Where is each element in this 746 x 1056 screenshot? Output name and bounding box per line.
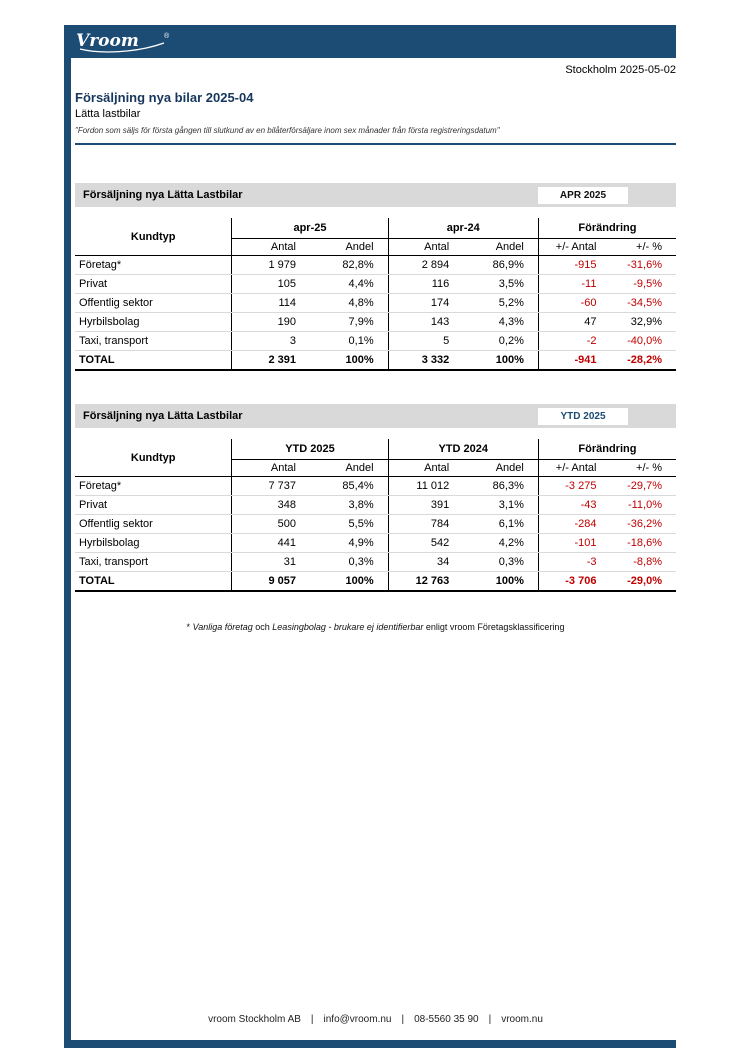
- row-label: Offentlig sektor: [75, 294, 232, 313]
- cell: 12 763: [388, 572, 463, 592]
- cell: 542: [388, 534, 463, 553]
- kundtyp-header: Kundtyp: [75, 439, 232, 477]
- row-label: Offentlig sektor: [75, 515, 232, 534]
- cell: -18,6%: [610, 534, 676, 553]
- cell: 143: [388, 313, 463, 332]
- column-group-header: YTD 2024: [388, 439, 538, 460]
- header-bar: [64, 25, 676, 58]
- table-row: [75, 534, 676, 553]
- row-label: Företag*: [75, 477, 232, 496]
- row-label: Privat: [75, 275, 232, 294]
- column-subheader: Antal: [232, 460, 310, 477]
- row-label: Hyrbilsbolag: [75, 313, 232, 332]
- total-row: [75, 572, 676, 592]
- date-line: Stockholm 2025-05-02: [565, 64, 676, 76]
- table-head: [75, 439, 676, 477]
- cell: 3,8%: [310, 496, 388, 515]
- footnote-segment: Leasingbolag - brukare ej identifierbar: [272, 622, 424, 632]
- cell: 5,2%: [463, 294, 538, 313]
- content-area: [75, 58, 676, 632]
- cell: 6,1%: [463, 515, 538, 534]
- cell: 4,4%: [310, 275, 388, 294]
- cell: 100%: [310, 351, 388, 371]
- cell: 0,1%: [310, 332, 388, 351]
- section-title: Försäljning nya Lätta Lastbilar: [83, 189, 243, 201]
- footer-separator: |: [401, 1014, 405, 1025]
- page-subtitle: Lätta lastbilar: [75, 108, 141, 120]
- cell: 3,1%: [463, 496, 538, 515]
- sales-table-ytd: [75, 439, 676, 592]
- table-body: [75, 256, 676, 371]
- column-subheader: +/- %: [610, 239, 676, 256]
- cell: 100%: [463, 351, 538, 371]
- cell: 500: [232, 515, 310, 534]
- divider-rule: [75, 143, 676, 145]
- column-subheader: +/- %: [610, 460, 676, 477]
- cell: -9,5%: [610, 275, 676, 294]
- footnote-segment: *: [186, 622, 193, 632]
- cell: 114: [232, 294, 310, 313]
- footnote-segment: och: [252, 622, 273, 632]
- column-group-header: Förändring: [538, 218, 676, 239]
- column-group-header: apr-24: [388, 218, 538, 239]
- cell: 5,5%: [310, 515, 388, 534]
- table-body: [75, 477, 676, 592]
- cell: -28,2%: [610, 351, 676, 371]
- table-row: [75, 477, 676, 496]
- cell: 4,9%: [310, 534, 388, 553]
- cell: -8,8%: [610, 553, 676, 572]
- cell: -915: [538, 256, 610, 275]
- cell: 3,5%: [463, 275, 538, 294]
- cell: -40,0%: [610, 332, 676, 351]
- sales-table-apr: [75, 218, 676, 371]
- cell: 9 057: [232, 572, 310, 592]
- cell: -101: [538, 534, 610, 553]
- cell: -29,7%: [610, 477, 676, 496]
- header-group-row: [75, 218, 676, 239]
- column-subheader: Andel: [463, 460, 538, 477]
- cell: 4,2%: [463, 534, 538, 553]
- footnote-segment: enligt vroom Företagsklassificering: [423, 622, 565, 632]
- cell: -29,0%: [610, 572, 676, 592]
- cell: 47: [538, 313, 610, 332]
- cell: 2 391: [232, 351, 310, 371]
- page-title: Försäljning nya bilar 2025-04: [75, 90, 254, 105]
- table-row: [75, 496, 676, 515]
- total-label: TOTAL: [75, 351, 232, 371]
- footer-item: vroom Stockholm AB: [208, 1014, 301, 1025]
- cell: 82,8%: [310, 256, 388, 275]
- bottom-accent-bar: [64, 1040, 676, 1048]
- cell: 100%: [310, 572, 388, 592]
- table-head: [75, 218, 676, 256]
- row-label: Taxi, transport: [75, 553, 232, 572]
- cell: 1 979: [232, 256, 310, 275]
- cell: 7 737: [232, 477, 310, 496]
- cell: 100%: [463, 572, 538, 592]
- table-row: [75, 256, 676, 275]
- footnote: [75, 622, 676, 632]
- cell: 85,4%: [310, 477, 388, 496]
- column-group-header: YTD 2025: [232, 439, 388, 460]
- column-subheader: Antal: [232, 239, 310, 256]
- definition-quote: "Fordon som säljs för första gången till slutkund av en bilåterförsäljare inom sex månader från första registreringsdatum": [75, 126, 500, 135]
- total-label: TOTAL: [75, 572, 232, 592]
- section-header-ytd: [75, 404, 676, 428]
- column-subheader: +/- Antal: [538, 460, 610, 477]
- row-label: Taxi, transport: [75, 332, 232, 351]
- cell: 3: [232, 332, 310, 351]
- footnote-segment: Vanliga företag: [192, 622, 253, 632]
- cell: 86,9%: [463, 256, 538, 275]
- footer-item: info@vroom.nu: [323, 1014, 392, 1025]
- cell: 0,3%: [310, 553, 388, 572]
- table-row: [75, 515, 676, 534]
- table-row: [75, 294, 676, 313]
- cell: -11: [538, 275, 610, 294]
- cell: 5: [388, 332, 463, 351]
- cell: 7,9%: [310, 313, 388, 332]
- footer-separator: |: [310, 1014, 314, 1025]
- vroom-logo-text: Vroom: [76, 30, 139, 51]
- section-title: Försäljning nya Lätta Lastbilar: [83, 410, 243, 422]
- cell: 190: [232, 313, 310, 332]
- page-footer: [75, 1014, 676, 1025]
- column-subheader: +/- Antal: [538, 239, 610, 256]
- cell: -36,2%: [610, 515, 676, 534]
- cell: -3 706: [538, 572, 610, 592]
- cell: -3 275: [538, 477, 610, 496]
- section-header-apr: [75, 183, 676, 207]
- cell: 174: [388, 294, 463, 313]
- header-group-row: [75, 439, 676, 460]
- cell: 441: [232, 534, 310, 553]
- kundtyp-header: Kundtyp: [75, 218, 232, 256]
- cell: -3: [538, 553, 610, 572]
- vroom-logo: [74, 29, 178, 55]
- column-subheader: Andel: [310, 239, 388, 256]
- period-badge: APR 2025: [538, 187, 628, 204]
- row-label: Privat: [75, 496, 232, 515]
- cell: 0,2%: [463, 332, 538, 351]
- table-row: [75, 275, 676, 294]
- cell: -43: [538, 496, 610, 515]
- cell: -60: [538, 294, 610, 313]
- cell: -31,6%: [610, 256, 676, 275]
- cell: 86,3%: [463, 477, 538, 496]
- cell: 116: [388, 275, 463, 294]
- cell: -941: [538, 351, 610, 371]
- cell: -11,0%: [610, 496, 676, 515]
- cell: 4,3%: [463, 313, 538, 332]
- cell: 32,9%: [610, 313, 676, 332]
- total-row: [75, 351, 676, 371]
- table-row: [75, 553, 676, 572]
- column-subheader: Antal: [388, 239, 463, 256]
- row-label: Företag*: [75, 256, 232, 275]
- period-badge: YTD 2025: [538, 408, 628, 425]
- cell: 31: [232, 553, 310, 572]
- cell: 34: [388, 553, 463, 572]
- column-subheader: Andel: [310, 460, 388, 477]
- cell: 3 332: [388, 351, 463, 371]
- column-subheader: Andel: [463, 239, 538, 256]
- column-group-header: Förändring: [538, 439, 676, 460]
- cell: 105: [232, 275, 310, 294]
- cell: 391: [388, 496, 463, 515]
- cell: 4,8%: [310, 294, 388, 313]
- cell: -34,5%: [610, 294, 676, 313]
- row-label: Hyrbilsbolag: [75, 534, 232, 553]
- footer-separator: |: [488, 1014, 492, 1025]
- cell: 11 012: [388, 477, 463, 496]
- cell: 0,3%: [463, 553, 538, 572]
- cell: 348: [232, 496, 310, 515]
- left-accent-stripe: [64, 25, 71, 1048]
- cell: 2 894: [388, 256, 463, 275]
- column-subheader: Antal: [388, 460, 463, 477]
- footer-item: vroom.nu: [501, 1014, 543, 1025]
- column-group-header: apr-25: [232, 218, 388, 239]
- table-row: [75, 313, 676, 332]
- footer-item: 08-5560 35 90: [414, 1014, 479, 1025]
- table-row: [75, 332, 676, 351]
- cell: 784: [388, 515, 463, 534]
- cell: -284: [538, 515, 610, 534]
- registered-mark: ®: [164, 32, 170, 40]
- cell: -2: [538, 332, 610, 351]
